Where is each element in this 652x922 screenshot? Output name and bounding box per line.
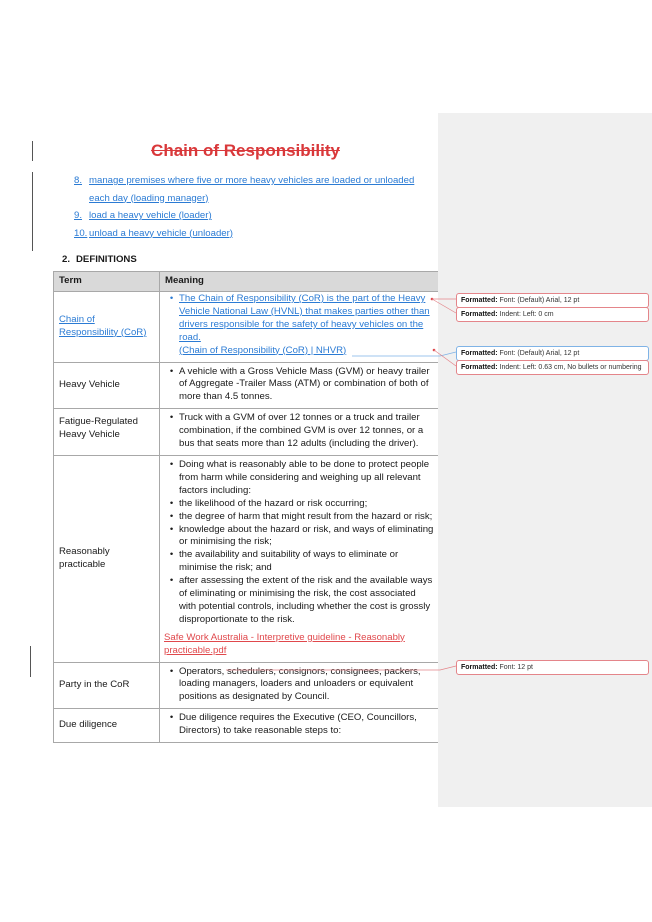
list-item [74, 207, 426, 225]
formatting-balloon[interactable] [456, 660, 649, 675]
section-number: 2. [62, 254, 71, 265]
balloon-label: Formatted: [461, 311, 498, 318]
bullet-icon: • [169, 665, 174, 677]
bullet-item [164, 511, 434, 524]
change-bar [32, 172, 33, 251]
meaning-cell [160, 409, 439, 456]
list-number: 8. [74, 175, 83, 186]
meaning-cell [160, 662, 439, 709]
term-cell [54, 292, 160, 363]
section-title: DEFINITIONS [76, 254, 137, 265]
section-heading [62, 254, 137, 265]
term-cell: Due diligence [54, 709, 160, 743]
bullet-icon: • [169, 549, 174, 561]
table-header-row [54, 272, 439, 292]
table-row [54, 409, 439, 456]
formatting-balloon[interactable] [456, 360, 649, 375]
document-title-deleted: Chain of Responsibility [151, 141, 340, 160]
inserted-numbered-list [74, 172, 426, 242]
table-row [54, 709, 439, 743]
bullet-icon: • [169, 575, 174, 587]
bullet-text: Truck with a GVM of over 12 tonnes or a truck and trailer combination, if the combined GVM is over 12 tonnes, or a bus that seats more than 12 adults (including the driver). [179, 412, 424, 450]
formatting-balloon[interactable] [456, 307, 649, 322]
meaning-cell [160, 362, 439, 409]
list-text: unload a heavy vehicle (unloader) [89, 227, 233, 239]
formatting-balloon[interactable] [456, 293, 649, 308]
balloon-text: Font: (Default) Arial, 12 pt [499, 350, 580, 357]
balloon-text: Indent: Left: 0 cm [499, 311, 554, 318]
bullet-text: the degree of harm that might result from the hazard or risk; [179, 510, 433, 522]
meaning-cell [160, 709, 439, 743]
term-cell: Heavy Vehicle [54, 362, 160, 409]
change-bar [30, 646, 31, 677]
bullet-item [164, 712, 434, 738]
bullet-item [164, 666, 434, 705]
bullet-icon: • [169, 523, 174, 535]
column-header-term: Term [54, 272, 160, 292]
column-header-meaning: Meaning [160, 272, 439, 292]
bullet-text: the likelihood of the hazard or risk occurring; [179, 497, 368, 509]
bullet-text: knowledge about the hazard or risk, and ways of eliminating or minimising the risk; [179, 523, 434, 548]
nhvr-link[interactable]: (Chain of Responsibility (CoR) | NHVR) [179, 344, 347, 356]
bullet-icon: • [169, 365, 174, 377]
list-number: 9. [74, 210, 83, 221]
table-row [54, 362, 439, 409]
balloon-text: Indent: Left: 0.63 cm, No bullets or numbering [499, 364, 642, 371]
change-bar [32, 141, 33, 161]
list-item [74, 225, 426, 243]
bullet-text: The Chain of Responsibility (CoR) is the part of the Heavy Vehicle National Law (HVNL) that makes parties other than drivers responsible for the safety of heavy vehicles on the road. [179, 293, 430, 343]
bullet-text: the availability and suitability of ways to eliminate or minimise the risk; and [179, 549, 399, 574]
bullet-text: Doing what is reasonably able to be done to protect people from harm while considering and weighing up all relevant factors including: [179, 458, 430, 496]
meaning-cell [160, 455, 439, 662]
bullet-icon: • [169, 510, 174, 522]
table-row [54, 662, 439, 709]
balloon-text: Font: (Default) Arial, 12 pt [499, 297, 580, 304]
table-row [54, 292, 439, 363]
term-text: Chain of Responsibility (CoR) [59, 313, 147, 338]
bullet-item [164, 459, 434, 498]
bullet-icon: • [169, 458, 174, 470]
bullet-item [164, 412, 434, 451]
bullet-item [164, 293, 434, 345]
bullet-item [164, 366, 434, 405]
bullet-icon: • [169, 497, 174, 509]
bullet-icon: • [169, 412, 174, 424]
bullet-icon: • [169, 712, 174, 724]
formatting-balloon[interactable] [456, 346, 649, 361]
balloon-label: Formatted: [461, 350, 498, 357]
list-text: load a heavy vehicle (loader) [89, 210, 212, 221]
balloon-text: Font: 12 pt [499, 664, 533, 671]
list-text: manage premises where five or more heavy vehicles are loaded or unloaded each day (loading manager) [89, 175, 415, 204]
term-cell: Reasonably practicable [54, 455, 160, 662]
bullet-text: A vehicle with a Gross Vehicle Mass (GVM) or heavy trailer of Aggregate -Trailer Mass (ATM) or combination of both of more than 4.5 tonnes. [179, 365, 430, 403]
bullet-item [164, 575, 434, 627]
bullet-item [164, 498, 434, 511]
bullet-text: after assessing the extent of the risk and the available ways of eliminating or minimising the risk, the cost associated with potential controls, including whether the cost is grossly disproportionate to the risk. [179, 575, 433, 625]
meaning-cell [160, 292, 439, 363]
balloon-label: Formatted: [461, 297, 498, 304]
balloon-label: Formatted: [461, 664, 498, 671]
markup-pane [438, 113, 652, 807]
balloon-label: Formatted: [461, 364, 498, 371]
bullet-text: Due diligence requires the Executive (CEO, Councillors, Directors) to take reasonable steps to: [179, 712, 417, 737]
term-cell: Fatigue-Regulated Heavy Vehicle [54, 409, 160, 456]
list-item [74, 172, 426, 207]
bullet-item [164, 549, 434, 575]
definitions-table [53, 271, 439, 743]
bullet-icon: • [169, 293, 174, 304]
bullet-item [164, 524, 434, 550]
safe-work-australia-link[interactable]: Safe Work Australia - Interpretive guideline - Reasonably practicable.pdf [164, 631, 405, 656]
bullet-text: Operators, schedulers, consignors, consignees, packers, loading managers, loaders and unloaders or equivalent positions as designated by Council. [179, 665, 421, 703]
term-cell: Party in the CoR [54, 662, 160, 709]
list-number: 10. [74, 227, 88, 239]
table-row [54, 455, 439, 662]
